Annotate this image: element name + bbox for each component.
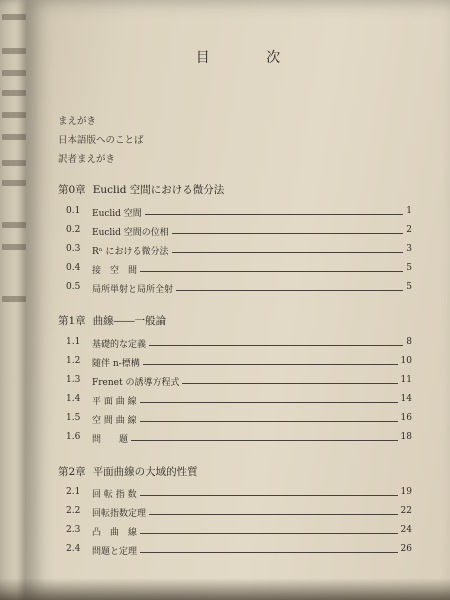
page-number: 14 <box>400 394 412 404</box>
chapter-heading <box>58 464 205 479</box>
text-fragment <box>2 160 26 166</box>
text-fragment <box>2 112 26 118</box>
toc-entry <box>66 263 412 275</box>
toc-entry <box>66 356 412 368</box>
page-number: 2 <box>406 225 412 235</box>
dot-leader <box>149 514 398 515</box>
section-label: 基礎的な定義 <box>92 340 147 350</box>
dot-leader <box>131 440 398 441</box>
text-fragment <box>2 90 26 96</box>
toc-page <box>26 0 450 600</box>
section-label: 凸 曲 線 <box>92 528 138 538</box>
section-number: 1.1 <box>66 337 81 347</box>
page-number: 1 <box>406 206 412 216</box>
dot-leader <box>140 552 398 553</box>
section-label: Frenet の誘導方程式 <box>92 378 180 388</box>
toc-entry <box>66 525 412 537</box>
section-label: 随伴 n-標構 <box>92 359 140 369</box>
section-number: 0.1 <box>66 206 81 216</box>
toc-entry <box>66 225 412 237</box>
text-fragment <box>2 180 26 186</box>
section-number: 2.2 <box>66 506 81 516</box>
toc-entry <box>66 506 412 518</box>
dot-leader <box>149 345 403 346</box>
toc-entry <box>66 487 412 499</box>
toc-entry <box>66 337 412 349</box>
dot-leader <box>143 364 398 365</box>
page-number: 5 <box>406 282 412 292</box>
section-number: 2.4 <box>66 544 81 554</box>
section-label: 平 面 曲 線 <box>92 397 137 407</box>
section-number: 2.3 <box>66 525 81 535</box>
page-number: 10 <box>400 356 412 366</box>
page-number: 19 <box>400 487 412 497</box>
dot-leader <box>140 421 398 422</box>
chapter-number: 第2章 <box>58 466 86 478</box>
front-matter-item: 日本語版へのことば <box>58 135 144 146</box>
front-matter-item: 訳者まえがき <box>58 154 116 165</box>
section-number: 0.5 <box>66 282 81 292</box>
dot-leader <box>140 271 403 272</box>
dot-leader <box>140 495 398 496</box>
toc-entry <box>66 413 412 425</box>
section-label: 回 転 指 数 <box>92 490 137 500</box>
dot-leader <box>140 402 398 403</box>
section-label: 回転指数定理 <box>92 509 147 519</box>
section-number: 0.2 <box>66 225 81 235</box>
page-number: 8 <box>406 337 412 347</box>
section-number: 0.4 <box>66 263 81 273</box>
page-number: 24 <box>400 525 412 535</box>
dot-leader <box>172 252 403 253</box>
dot-leader <box>145 214 403 215</box>
toc-entry <box>66 244 412 256</box>
chapter-heading <box>58 313 173 328</box>
section-label: 局所単射と局所全射 <box>92 285 174 295</box>
bottom-shadow <box>0 578 450 600</box>
chapter-title: Euclid 空間における微分法 <box>92 184 225 196</box>
section-label: 接 空 間 <box>92 266 138 276</box>
page-number: 16 <box>400 413 412 423</box>
toc-entry <box>66 544 412 556</box>
section-number: 1.3 <box>66 375 81 385</box>
section-label: 問 題 <box>92 435 129 445</box>
text-fragment <box>2 70 26 76</box>
previous-page-edge <box>0 0 28 600</box>
chapter-title: 曲線――一般論 <box>92 315 167 327</box>
front-matter-item: まえがき <box>58 116 97 127</box>
chapter-heading <box>58 182 231 197</box>
section-number: 1.6 <box>66 432 81 442</box>
page-number: 18 <box>400 432 412 442</box>
dot-leader <box>140 533 398 534</box>
text-fragment <box>2 14 26 20</box>
dot-leader <box>172 233 403 234</box>
chapter-number: 第1章 <box>58 315 86 327</box>
page-number: 26 <box>400 544 412 554</box>
section-label: Euclid 空間の位相 <box>92 228 169 238</box>
toc-entry <box>66 282 412 294</box>
section-label: 空 間 曲 線 <box>92 416 137 426</box>
text-fragment <box>2 134 26 140</box>
chapter-number: 第0章 <box>58 184 86 196</box>
toc-entry <box>66 432 412 444</box>
page-number: 5 <box>406 263 412 273</box>
toc-entry <box>66 206 412 218</box>
text-fragment <box>2 296 26 302</box>
section-label: Rⁿ における微分法 <box>92 247 169 257</box>
section-number: 1.2 <box>66 356 81 366</box>
section-number: 2.1 <box>66 487 81 497</box>
section-label: 問題と定理 <box>92 547 138 557</box>
section-label: Euclid 空間 <box>92 209 142 219</box>
page-number: 11 <box>400 375 412 385</box>
chapter-title: 平面曲線の大域的性質 <box>92 466 198 478</box>
dot-leader <box>182 383 398 384</box>
section-number: 0.3 <box>66 244 81 254</box>
text-fragment <box>2 244 26 250</box>
dot-leader <box>176 290 403 291</box>
text-fragment <box>2 48 26 54</box>
section-number: 1.4 <box>66 394 81 404</box>
section-number: 1.5 <box>66 413 81 423</box>
page-title: 目 次 <box>195 50 307 66</box>
page-number: 22 <box>400 506 412 516</box>
page-number: 3 <box>406 244 412 254</box>
toc-entry <box>66 394 412 406</box>
toc-entry <box>66 375 412 387</box>
text-fragment <box>2 222 26 228</box>
